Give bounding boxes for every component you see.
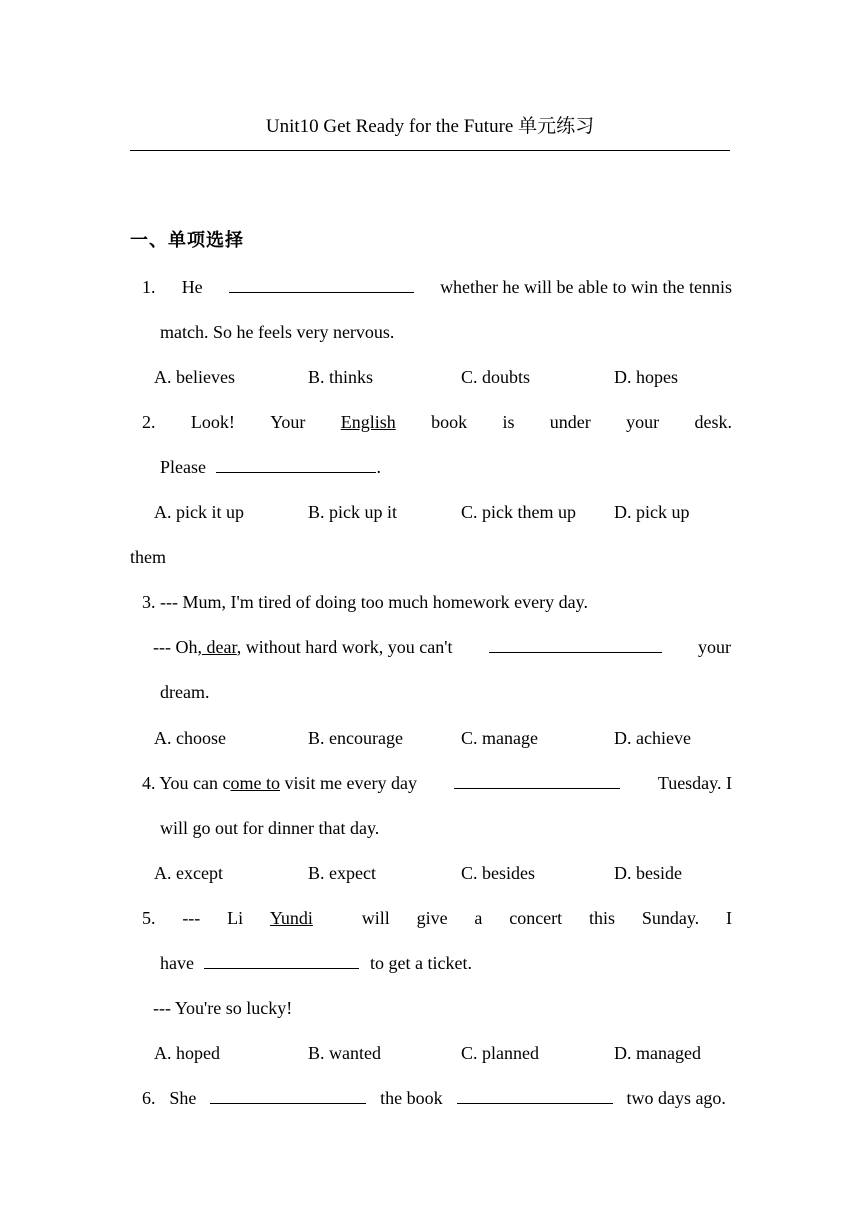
option-c: C. pick them up	[461, 502, 576, 522]
question-word: ---	[182, 908, 201, 928]
question-text	[142, 770, 417, 796]
option-a: A. choose	[154, 728, 226, 748]
question-number: 3.	[142, 592, 156, 612]
option-b: B. wanted	[308, 1043, 381, 1063]
question-number: 6.	[142, 1088, 156, 1108]
question-text	[153, 634, 452, 660]
question-1-line-1	[142, 274, 732, 300]
option-d-wrap: them	[130, 547, 166, 567]
text-segment: visit me every day	[280, 773, 417, 793]
question-word: Your	[270, 412, 306, 432]
question-text: .	[376, 457, 381, 477]
underlined-segment: , dear	[197, 637, 237, 657]
option-b: B. pick up it	[308, 502, 397, 522]
text-segment: , without hard work, you can't	[236, 637, 453, 657]
option-c: C. besides	[461, 863, 535, 883]
section-heading: 一、单项选择	[130, 230, 244, 251]
option-c: C. planned	[461, 1043, 539, 1063]
question-word: Look!	[190, 412, 235, 432]
underlined-segment: ome to	[230, 773, 281, 793]
option-c: C. doubts	[461, 367, 531, 387]
option-d: D. beside	[614, 863, 682, 883]
question-word: desk.	[694, 412, 732, 432]
answer-blank	[489, 635, 662, 653]
question-word: I	[725, 908, 732, 928]
question-word: give	[416, 908, 448, 928]
question-word: will	[361, 908, 390, 928]
answer-blank	[204, 951, 359, 969]
option-a: A. pick it up	[154, 502, 244, 522]
question-5-line-1	[142, 905, 732, 931]
question-4-line-2: will go out for dinner that day.	[160, 818, 380, 838]
question-text: He	[181, 277, 203, 297]
question-word: this	[588, 908, 615, 928]
answer-blank	[210, 1086, 366, 1104]
question-text: She	[169, 1088, 197, 1108]
question-word: English	[340, 412, 396, 432]
answer-blank	[454, 771, 620, 789]
option-a: A. believes	[154, 367, 235, 387]
option-b: B. thinks	[308, 367, 374, 387]
question-word: book	[431, 412, 468, 432]
question-number: 4.	[142, 773, 156, 793]
question-number: 5.	[142, 908, 156, 928]
question-text: Please	[160, 457, 206, 477]
option-d: D. hopes	[614, 367, 678, 387]
question-text: your	[697, 637, 731, 657]
option-d: D. managed	[614, 1043, 701, 1063]
question-6-line-1	[142, 1085, 726, 1111]
option-a: A. except	[154, 863, 223, 883]
question-1-line-2: match. So he feels very nervous.	[160, 322, 395, 342]
question-word: is	[502, 412, 515, 432]
question-3-line-3: dream.	[160, 682, 210, 702]
question-3-line-2	[153, 634, 731, 660]
question-number: 1.	[142, 277, 156, 297]
question-3-line-1	[142, 589, 588, 615]
question-text: to get a ticket.	[369, 953, 472, 973]
option-a: A. hoped	[154, 1043, 220, 1063]
page-title: Unit10 Get Ready for the Future 单元练习	[265, 116, 595, 137]
option-d: D. achieve	[614, 728, 691, 748]
answer-blank	[216, 455, 376, 473]
question-text: Tuesday. I	[657, 773, 732, 793]
option-b: B. encourage	[308, 728, 403, 748]
question-word: concert	[509, 908, 563, 928]
question-4-line-1	[142, 770, 732, 796]
question-5-line-3: --- You're so lucky!	[153, 998, 293, 1018]
question-word: Sunday.	[641, 908, 700, 928]
question-word: a	[474, 908, 483, 928]
text-segment: You can c	[159, 773, 231, 793]
question-text: two days ago.	[626, 1088, 726, 1108]
text-segment: --- Oh	[153, 637, 198, 657]
answer-blank	[457, 1086, 613, 1104]
option-d: D. pick up	[614, 502, 690, 522]
question-number: 2.	[142, 412, 156, 432]
question-word: Li	[227, 908, 244, 928]
question-text: --- Mum, I'm tired of doing too much homework every day.	[160, 592, 588, 612]
question-word: Yundi	[269, 908, 313, 928]
option-b: B. expect	[308, 863, 376, 883]
question-word: your	[626, 412, 660, 432]
question-text: whether he will be able to win the tennis	[440, 277, 732, 297]
option-c: C. manage	[461, 728, 538, 748]
question-2-line-1	[142, 409, 732, 435]
question-word: under	[549, 412, 591, 432]
question-5-line-2	[160, 950, 472, 976]
title-divider	[130, 150, 730, 151]
question-text: the book	[380, 1088, 443, 1108]
answer-blank	[229, 275, 414, 293]
question-2-line-2	[160, 454, 381, 480]
question-text: have	[160, 953, 194, 973]
